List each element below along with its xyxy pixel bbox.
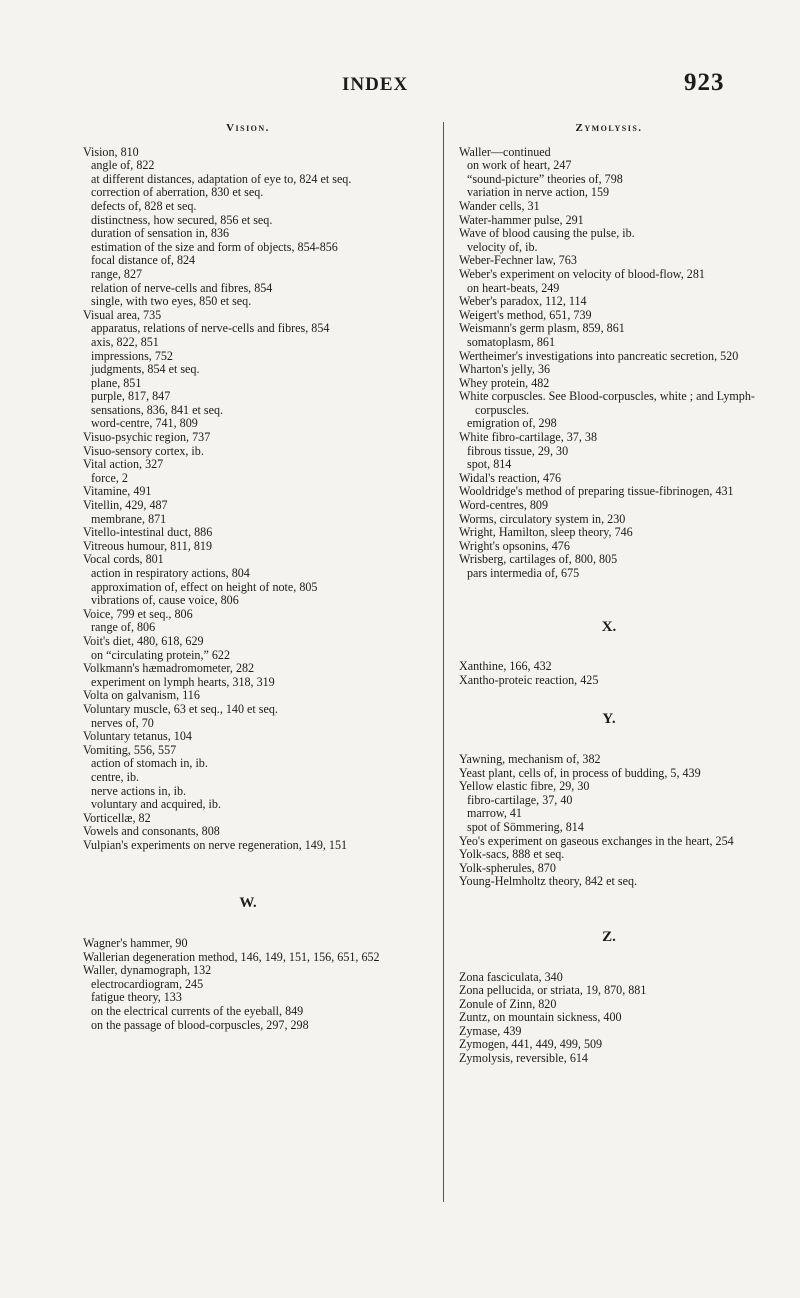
index-entry: Widal's reaction, 476 [459, 470, 562, 485]
index-entry: Vision, 810 [83, 144, 139, 159]
index-entry: Wrisberg, cartilages of, 800, 805 [459, 552, 618, 567]
index-entry: voluntary and acquired, ib. [91, 797, 221, 812]
index-entry: range of, 806 [91, 620, 156, 635]
index-entry: Xanthine, 166, 432 [459, 659, 552, 674]
index-entry: spot of Sömmering, 814 [467, 819, 584, 834]
index-entry: Vitamine, 491 [83, 484, 152, 499]
index-entry: force, 2 [91, 470, 128, 485]
page-title: INDEX [342, 74, 409, 95]
index-entry: pars intermedia of, 675 [467, 566, 580, 580]
index-entry: fibrous tissue, 29, 30 [467, 443, 569, 458]
index-entry: Xantho-proteic reaction, 425 [459, 672, 599, 687]
index-entry: Weber's paradox, 112, 114 [459, 294, 587, 309]
index-list-z [459, 971, 759, 1066]
index-entry: word-centre, 741, 809 [91, 416, 198, 431]
index-entry: Zymolysis, reversible, 614 [459, 1051, 588, 1066]
index-entry: somatoplasm, 861 [467, 334, 556, 349]
index-entry: Zymogen, 441, 449, 499, 509 [459, 1037, 603, 1052]
index-entry: Yeo's experiment on gaseous exchanges in the heart, 254 [459, 833, 734, 848]
index-entry: Waller, dynamograph, 132 [83, 963, 212, 978]
index-entry: Zymase, 439 [459, 1023, 522, 1038]
index-entry: “sound-picture” theories of, 798 [467, 171, 623, 186]
index-entry: action in respiratory actions, 804 [91, 566, 250, 580]
index-entry: impressions, 752 [91, 348, 173, 363]
index-entry: spot, 814 [467, 457, 512, 472]
index-entry: experiment on lymph hearts, 318, 319 [91, 674, 275, 689]
index-entry: duration of sensation in, 836 [91, 226, 230, 241]
index-entry: vibrations of, cause voice, 806 [91, 593, 239, 608]
index-entry: Wright, Hamilton, sleep theory, 746 [459, 525, 633, 540]
index-entry: Word-centres, 809 [459, 498, 549, 513]
index-entry: marrow, 41 [467, 806, 522, 821]
index-entry: velocity of, ib. [467, 239, 538, 254]
index-entry: on the electrical currents of the eyeball, 849 [91, 1004, 304, 1019]
index-entry: Vulpian's experiments on nerve regeneration, 149, 151 [83, 837, 348, 852]
index-entry: on “circulating protein,” 622 [91, 647, 231, 662]
index-entry: Vitellin, 429, 487 [83, 498, 168, 513]
index-entry: Vowels and consonants, 808 [83, 824, 220, 839]
index-entry: electrocardiogram, 245 [91, 976, 204, 991]
index-entry: Wooldridge's method of preparing tissue-fibrinogen, 431 [459, 484, 734, 499]
index-entry: White corpuscles. See Blood-corpuscles, white ; and Lymph-corpuscles. [459, 389, 755, 417]
index-entry: angle of, 822 [91, 158, 155, 173]
index-entry: sensations, 836, 841 et seq. [91, 402, 224, 417]
running-head-vision: Vision. [226, 122, 270, 134]
index-entry: Vocal cords, 801 [83, 552, 164, 567]
index-entry: Yawning, mechanism of, 382 [459, 751, 601, 766]
index-entry: fatigue theory, 133 [91, 990, 182, 1005]
index-entry: nerves of, 70 [91, 715, 154, 730]
index-entry: Yellow elastic fibre, 29, 30 [459, 779, 590, 794]
running-head-zymolysis: Zymolysis. [575, 122, 643, 134]
index-list-w-continued [459, 146, 759, 581]
index-entry: range, 827 [91, 266, 143, 281]
index-entry: Vital action, 327 [83, 457, 164, 472]
index-entry: nerve actions in, ib. [91, 783, 187, 798]
index-entry: Voluntary muscle, 63 et seq., 140 et seq. [83, 701, 278, 716]
index-entry: Vorticellæ, 82 [83, 810, 151, 825]
index-entry: focal distance of, 824 [91, 253, 196, 268]
index-entry: Volta on galvanism, 116 [83, 688, 200, 703]
index-entry: variation in nerve action, 159 [467, 185, 610, 200]
right-column [459, 122, 759, 1066]
index-entry: Weber's experiment on velocity of blood-flow, 281 [459, 266, 705, 281]
index-entry: Yolk-sacs, 888 et seq. [459, 847, 565, 862]
index-entry: Vitreous humour, 811, 819 [83, 538, 213, 553]
index-entry: at different distances, adaptation of eye to, 824 et seq. [91, 171, 352, 186]
index-list-y [459, 753, 759, 889]
index-entry: Visuo-psychic region, 737 [83, 430, 211, 445]
index-entry: Whey protein, 482 [459, 375, 550, 390]
index-entry: Weigert's method, 651, 739 [459, 307, 592, 322]
index-list-vision [83, 146, 413, 853]
index-entry: fibro-cartilage, 37, 40 [467, 792, 573, 807]
index-entry: purple, 817, 847 [91, 389, 171, 404]
index-entry: centre, ib. [91, 769, 140, 784]
index-list-w [83, 937, 413, 1032]
section-letter-w: W. [239, 895, 257, 912]
index-entry: Voluntary tetanus, 104 [83, 729, 192, 744]
index-entry: relation of nerve-cells and fibres, 854 [91, 280, 273, 295]
index-entry: approximation of, effect on height of note, 805 [91, 579, 318, 594]
index-entry: Water-hammer pulse, 291 [459, 212, 584, 227]
index-entry: Visual area, 735 [83, 307, 162, 322]
index-entry: correction of aberration, 830 et seq. [91, 185, 264, 200]
section-letter-y: Y. [602, 711, 616, 728]
index-entry: Wander cells, 31 [459, 198, 540, 213]
left-column [83, 122, 413, 1032]
index-entry: Voice, 799 et seq., 806 [83, 606, 193, 621]
index-entry: defects of, 828 et seq. [91, 198, 197, 213]
index-entry: judgments, 854 et seq. [91, 362, 200, 377]
index-entry: Wallerian degeneration method, 146, 149, 151, 156, 651, 652 [83, 949, 380, 964]
index-entry: Wertheimer's investigations into pancreatic secretion, 520 [459, 348, 739, 363]
index-entry: axis, 822, 851 [91, 334, 159, 349]
index-entry: membrane, 871 [91, 511, 167, 526]
index-entry: White fibro-cartilage, 37, 38 [459, 430, 598, 445]
index-entry: Weismann's germ plasm, 859, 861 [459, 321, 625, 336]
index-entry: on the passage of blood-corpuscles, 297, 298 [91, 1017, 309, 1032]
index-entry: Zona pellucida, or striata, 19, 870, 881 [459, 983, 647, 998]
index-entry: Zona fasciculata, 340 [459, 969, 563, 984]
index-entry: single, with two eyes, 850 et seq. [91, 294, 252, 309]
index-entry: Vitello-intestinal duct, 886 [83, 525, 213, 540]
index-entry: Wright's opsonins, 476 [459, 538, 570, 553]
index-entry: Wagner's hammer, 90 [83, 936, 188, 951]
index-entry: on heart-beats, 249 [467, 280, 560, 295]
index-entry: Yolk-spherules, 870 [459, 860, 556, 875]
index-entry: Wharton's jelly, 36 [459, 362, 551, 377]
column-divider [443, 122, 444, 1202]
index-entry: Zuntz, on mountain sickness, 400 [459, 1010, 622, 1025]
index-entry: plane, 851 [91, 375, 142, 390]
index-entry: Weber-Fechner law, 763 [459, 253, 577, 268]
page-header [0, 62, 800, 102]
index-entry: Volkmann's hæmadromometer, 282 [83, 661, 255, 676]
index-entry: Zonule of Zinn, 820 [459, 996, 557, 1011]
index-entry: Vomiting, 556, 557 [83, 742, 177, 757]
index-entry: Yeast plant, cells of, in process of budding, 5, 439 [459, 765, 701, 780]
index-entry: Worms, circulatory system in, 230 [459, 511, 626, 526]
page-number: 923 [684, 69, 725, 96]
index-entry: Voit's diet, 480, 618, 629 [83, 633, 204, 648]
index-list-x [459, 660, 759, 687]
index-entry: Young-Helmholtz theory, 842 et seq. [459, 874, 638, 889]
section-letter-z: Z. [602, 928, 616, 945]
index-entry: apparatus, relations of nerve-cells and fibres, 854 [91, 321, 330, 336]
index-entry: Waller—continued [459, 144, 551, 159]
index-entry: Visuo-sensory cortex, ib. [83, 443, 204, 458]
section-letter-x: X. [601, 618, 617, 635]
index-entry: distinctness, how secured, 856 et seq. [91, 212, 273, 227]
index-entry: estimation of the size and form of objects, 854-856 [91, 239, 338, 254]
index-entry: Wave of blood causing the pulse, ib. [459, 226, 635, 241]
index-entry: emigration of, 298 [467, 416, 557, 431]
index-entry: action of stomach in, ib. [91, 756, 208, 771]
index-entry: on work of heart, 247 [467, 158, 572, 173]
